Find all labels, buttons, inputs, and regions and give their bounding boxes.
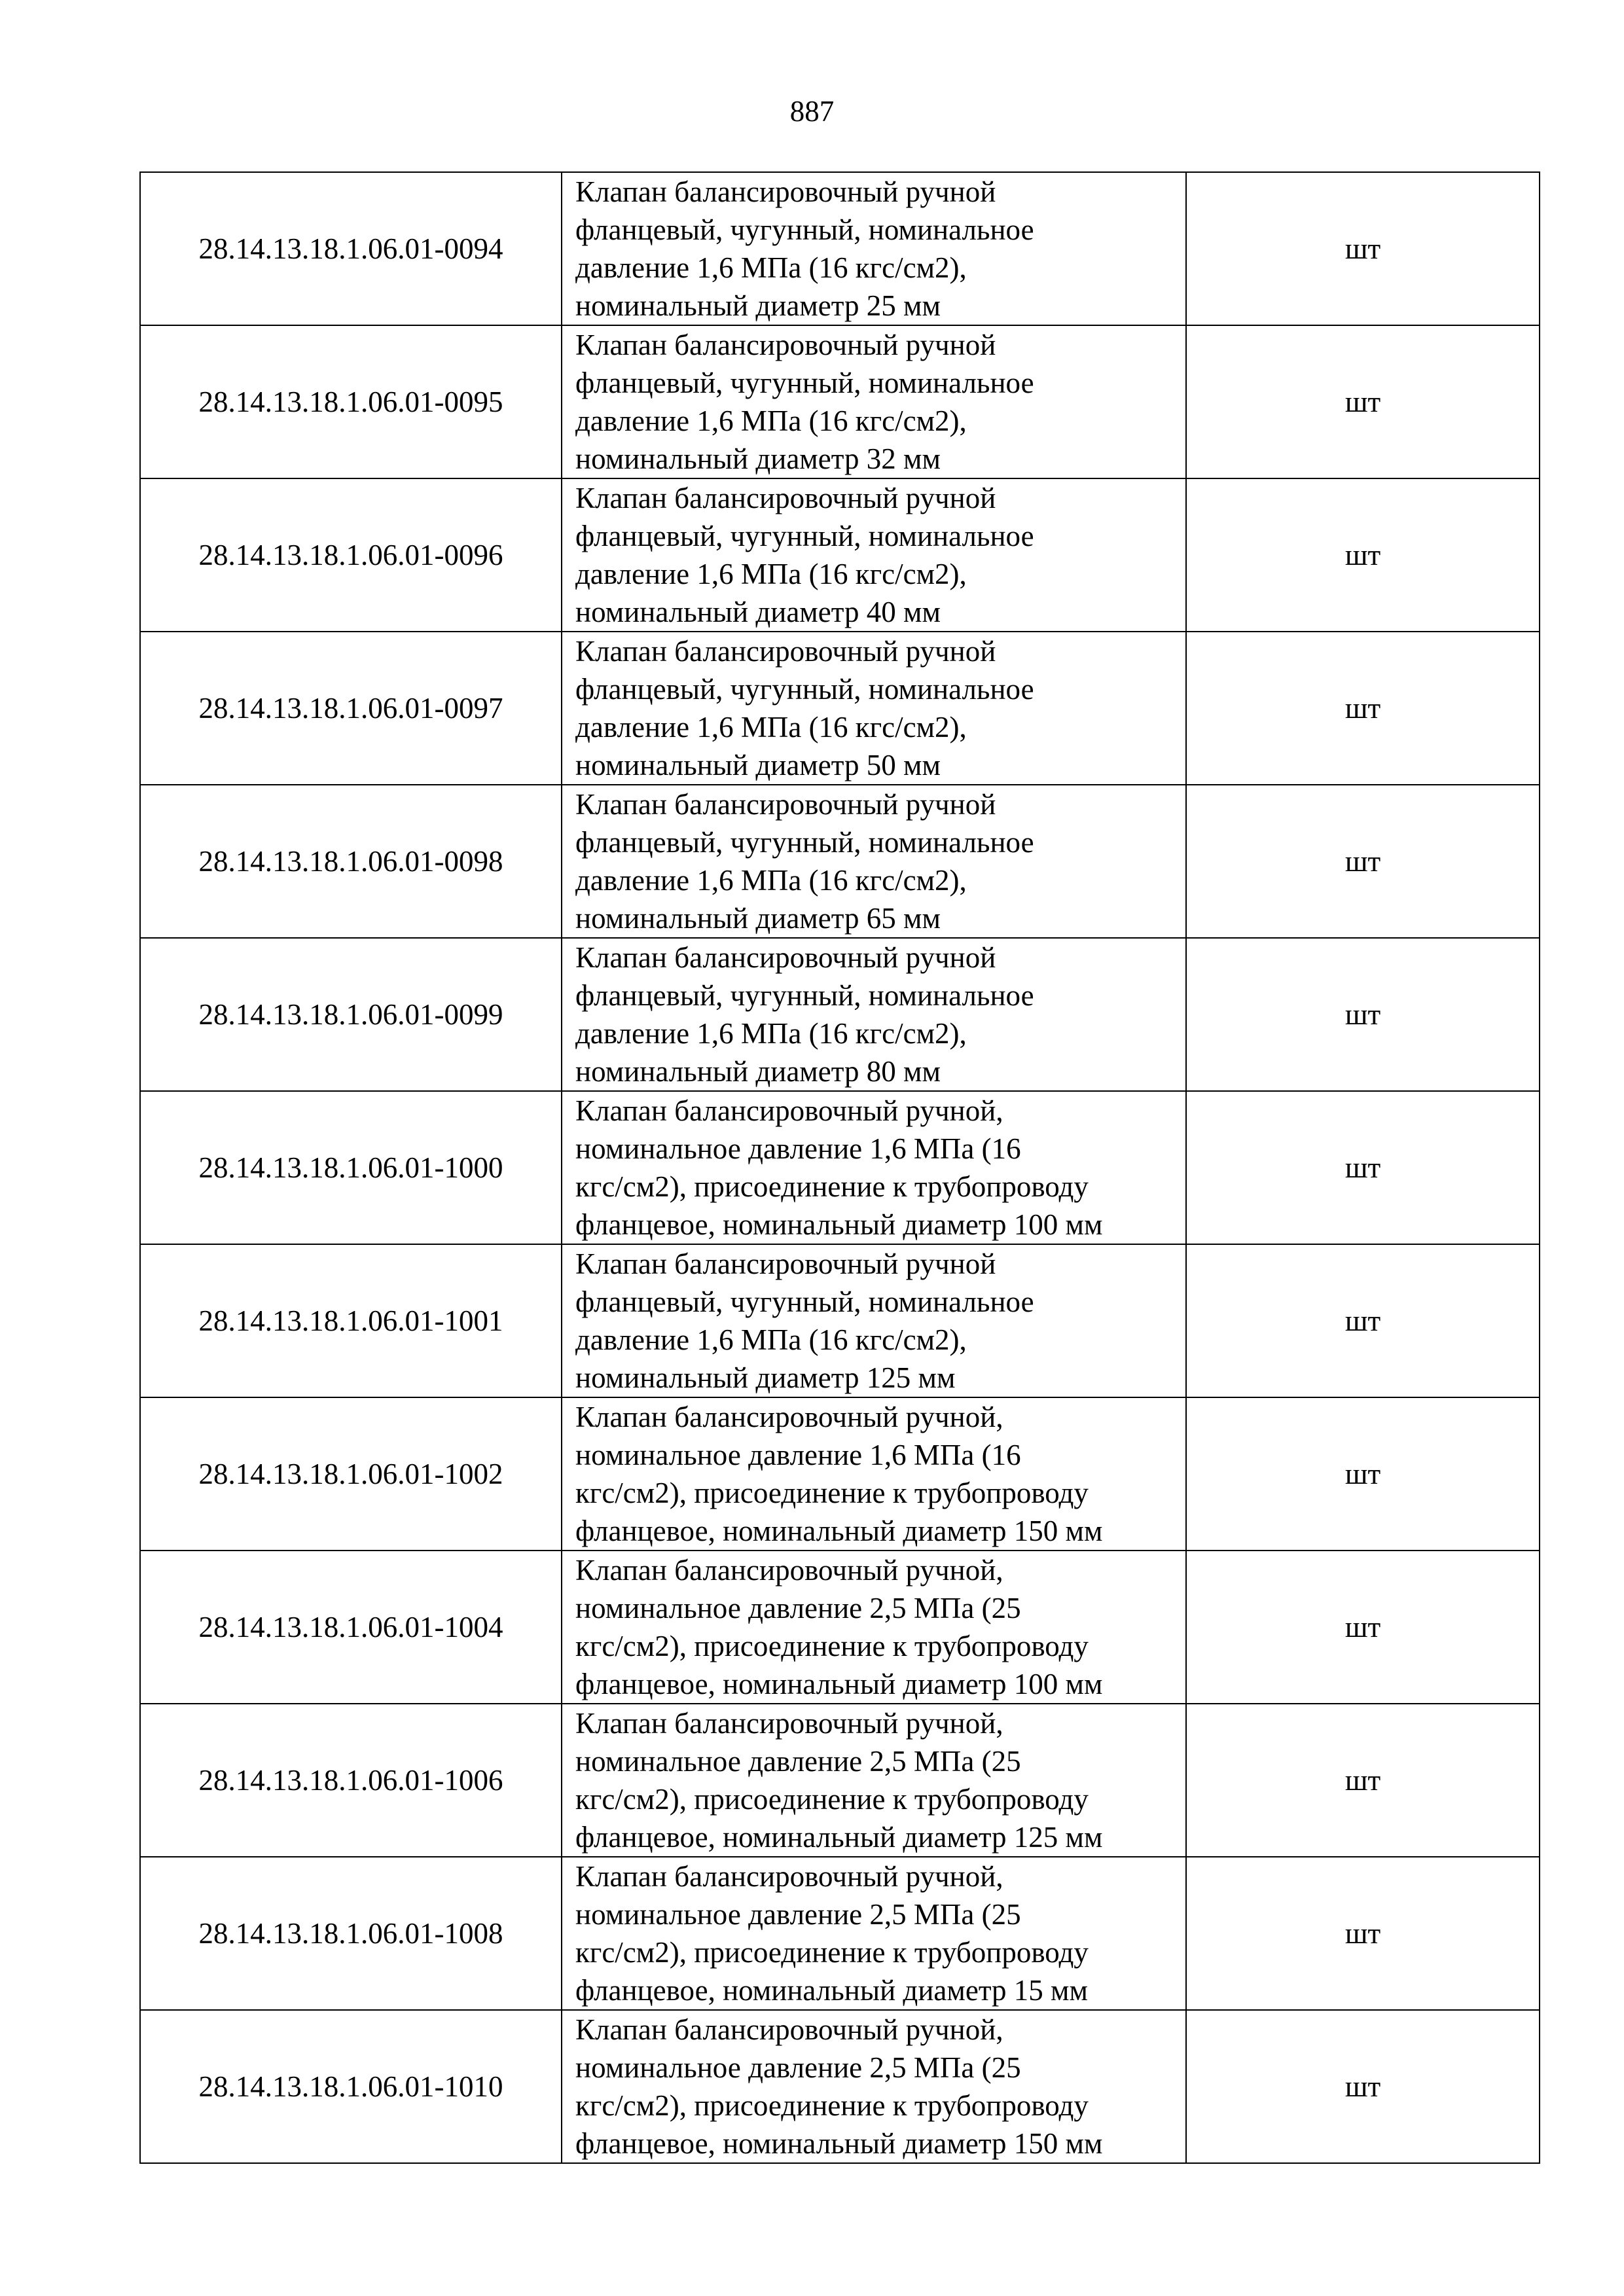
description-line: номинальный диаметр 25 мм <box>575 289 941 322</box>
description-line: фланцевый, чугунный, номинальное <box>575 213 1034 246</box>
item-code-cell: 28.14.13.18.1.06.01-1000 <box>140 1091 562 1244</box>
item-code-cell: 28.14.13.18.1.06.01-1004 <box>140 1551 562 1704</box>
description-line: Клапан балансировочный ручной, <box>575 1094 1003 1127</box>
item-code-cell: 28.14.13.18.1.06.01-0094 <box>140 172 562 325</box>
page-number: 887 <box>789 95 835 128</box>
item-description-cell <box>562 1704 1186 1857</box>
description-line: номинальный диаметр 80 мм <box>575 1055 941 1088</box>
description-line: номинальный диаметр 40 мм <box>575 596 941 628</box>
item-description-cell <box>562 785 1186 938</box>
table-row <box>140 478 1540 632</box>
description-line: давление 1,6 МПа (16 кгс/см2), <box>575 251 967 284</box>
description-line: давление 1,6 МПа (16 кгс/см2), <box>575 1017 967 1050</box>
catalog-table <box>139 171 1540 2164</box>
item-description-cell <box>562 1091 1186 1244</box>
description-line: номинальное давление 2,5 МПа (25 <box>575 1745 1021 1778</box>
unit-cell: шт <box>1186 325 1540 478</box>
item-code-cell: 28.14.13.18.1.06.01-0096 <box>140 478 562 632</box>
table-row <box>140 2010 1540 2163</box>
description-line: номинальное давление 2,5 МПа (25 <box>575 2051 1021 2084</box>
item-description-cell <box>562 1244 1186 1397</box>
table-row <box>140 172 1540 325</box>
item-description-cell <box>562 1551 1186 1704</box>
unit-cell: шт <box>1186 1091 1540 1244</box>
unit-cell: шт <box>1186 632 1540 785</box>
unit-cell: шт <box>1186 785 1540 938</box>
description-line: кгс/см2), присоединение к трубопроводу <box>575 1783 1089 1816</box>
description-line: Клапан балансировочный ручной, <box>575 1707 1003 1740</box>
description-line: номинальное давление 1,6 МПа (16 <box>575 1439 1021 1471</box>
description-line: фланцевое, номинальный диаметр 100 мм <box>575 1668 1103 1700</box>
description-line: фланцевое, номинальный диаметр 150 мм <box>575 1515 1103 1547</box>
description-line: фланцевый, чугунный, номинальное <box>575 673 1034 706</box>
table-row <box>140 632 1540 785</box>
item-code-cell: 28.14.13.18.1.06.01-1008 <box>140 1857 562 2010</box>
table-row <box>140 1857 1540 2010</box>
table-row <box>140 785 1540 938</box>
description-line: номинальное давление 1,6 МПа (16 <box>575 1132 1021 1165</box>
description-line: фланцевый, чугунный, номинальное <box>575 367 1034 399</box>
description-line: давление 1,6 МПа (16 кгс/см2), <box>575 711 967 744</box>
item-code-cell: 28.14.13.18.1.06.01-0097 <box>140 632 562 785</box>
item-code-cell: 28.14.13.18.1.06.01-1002 <box>140 1397 562 1551</box>
description-line: кгс/см2), присоединение к трубопроводу <box>575 2089 1089 2122</box>
item-description-cell <box>562 2010 1186 2163</box>
item-description-cell <box>562 325 1186 478</box>
catalog-table-body <box>140 172 1540 2163</box>
unit-cell: шт <box>1186 1397 1540 1551</box>
table-row <box>140 325 1540 478</box>
description-line: давление 1,6 МПа (16 кгс/см2), <box>575 864 967 897</box>
item-description-cell <box>562 632 1186 785</box>
unit-cell: шт <box>1186 478 1540 632</box>
item-description-cell <box>562 478 1186 632</box>
description-line: номинальный диаметр 125 мм <box>575 1361 956 1394</box>
description-line: номинальное давление 2,5 МПа (25 <box>575 1592 1021 1624</box>
item-code-cell: 28.14.13.18.1.06.01-1006 <box>140 1704 562 1857</box>
item-code-cell: 28.14.13.18.1.06.01-1001 <box>140 1244 562 1397</box>
description-line: Клапан балансировочный ручной, <box>575 1401 1003 1433</box>
description-line: кгс/см2), присоединение к трубопроводу <box>575 1936 1089 1969</box>
item-code-cell: 28.14.13.18.1.06.01-0099 <box>140 938 562 1091</box>
table-row <box>140 1397 1540 1551</box>
description-line: Клапан балансировочный ручной <box>575 635 996 668</box>
description-line: Клапан балансировочный ручной <box>575 329 996 361</box>
item-description-cell <box>562 938 1186 1091</box>
table-row <box>140 938 1540 1091</box>
description-line: Клапан балансировочный ручной, <box>575 1554 1003 1587</box>
table-row <box>140 1704 1540 1857</box>
description-line: фланцевый, чугунный, номинальное <box>575 826 1034 859</box>
description-line: номинальный диаметр 65 мм <box>575 902 941 935</box>
description-line: кгс/см2), присоединение к трубопроводу <box>575 1630 1089 1662</box>
description-line: номинальный диаметр 32 мм <box>575 442 941 475</box>
description-line: Клапан балансировочный ручной, <box>575 1860 1003 1893</box>
table-row <box>140 1551 1540 1704</box>
description-line: Клапан балансировочный ручной <box>575 941 996 974</box>
description-line: фланцевый, чугунный, номинальное <box>575 1285 1034 1318</box>
item-description-cell <box>562 1857 1186 2010</box>
description-line: Клапан балансировочный ручной <box>575 482 996 514</box>
item-description-cell <box>562 1397 1186 1551</box>
item-code-cell: 28.14.13.18.1.06.01-0095 <box>140 325 562 478</box>
description-line: кгс/см2), присоединение к трубопроводу <box>575 1170 1089 1203</box>
item-code-cell: 28.14.13.18.1.06.01-0098 <box>140 785 562 938</box>
description-line: давление 1,6 МПа (16 кгс/см2), <box>575 404 967 437</box>
description-line: Клапан балансировочный ручной <box>575 175 996 208</box>
description-line: кгс/см2), присоединение к трубопроводу <box>575 1477 1089 1509</box>
description-line: фланцевый, чугунный, номинальное <box>575 520 1034 552</box>
description-line: давление 1,6 МПа (16 кгс/см2), <box>575 558 967 590</box>
unit-cell: шт <box>1186 1551 1540 1704</box>
description-line: Клапан балансировочный ручной, <box>575 2013 1003 2046</box>
description-line: номинальное давление 2,5 МПа (25 <box>575 1898 1021 1931</box>
description-line: фланцевый, чугунный, номинальное <box>575 979 1034 1012</box>
unit-cell: шт <box>1186 172 1540 325</box>
description-line: фланцевое, номинальный диаметр 15 мм <box>575 1974 1088 2007</box>
description-line: Клапан балансировочный ручной <box>575 788 996 821</box>
description-line: давление 1,6 МПа (16 кгс/см2), <box>575 1323 967 1356</box>
unit-cell: шт <box>1186 1857 1540 2010</box>
table-row <box>140 1244 1540 1397</box>
description-line: фланцевое, номинальный диаметр 100 мм <box>575 1208 1103 1241</box>
item-code-cell: 28.14.13.18.1.06.01-1010 <box>140 2010 562 2163</box>
unit-cell: шт <box>1186 1244 1540 1397</box>
unit-cell: шт <box>1186 938 1540 1091</box>
unit-cell: шт <box>1186 2010 1540 2163</box>
description-line: фланцевое, номинальный диаметр 125 мм <box>575 1821 1103 1854</box>
description-line: номинальный диаметр 50 мм <box>575 749 941 781</box>
description-line: Клапан балансировочный ручной <box>575 1247 996 1280</box>
item-description-cell <box>562 172 1186 325</box>
table-row <box>140 1091 1540 1244</box>
description-line: фланцевое, номинальный диаметр 150 мм <box>575 2127 1103 2160</box>
unit-cell: шт <box>1186 1704 1540 1857</box>
